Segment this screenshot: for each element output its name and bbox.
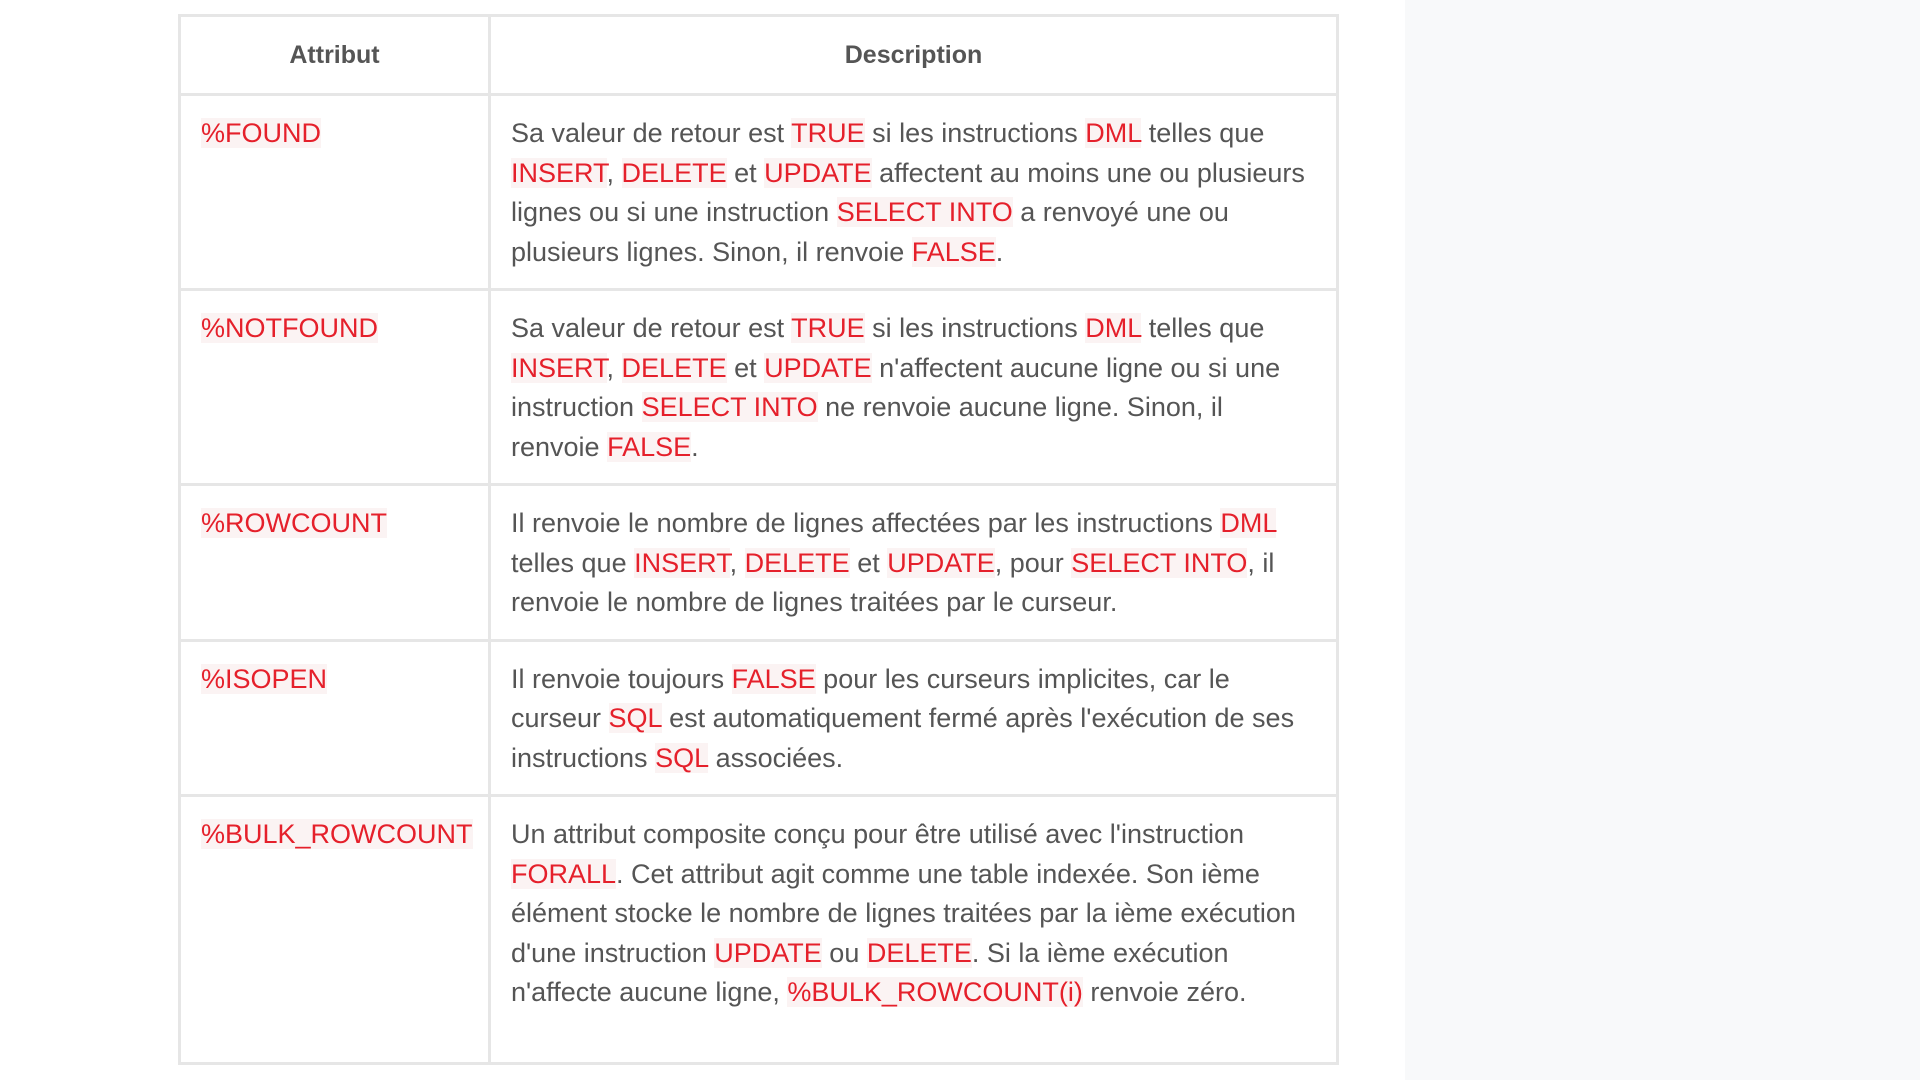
- attribute-name: %ISOPEN: [201, 663, 328, 694]
- attribute-cell: [180, 640, 490, 796]
- description-cell: [490, 796, 1338, 1064]
- description-fragment: ,: [729, 547, 745, 578]
- code-keyword: SELECT INTO: [836, 197, 1013, 227]
- attribute-name: %BULK_ROWCOUNT: [201, 819, 473, 849]
- description-text: [511, 660, 1306, 779]
- description-fragment: . Si la ième exécution n'affecte aucune ligne,: [511, 937, 1229, 1007]
- description-cell: [490, 640, 1338, 796]
- code-keyword: UPDATE: [764, 157, 872, 188]
- code-keyword: DELETE: [621, 352, 727, 383]
- description-fragment: Sa valeur de retour est: [511, 118, 792, 148]
- description-fragment: .: [995, 236, 1004, 267]
- code-keyword: UPDATE: [764, 352, 872, 383]
- code-keyword: SQL: [608, 703, 662, 733]
- attribute-name: %NOTFOUND: [201, 313, 378, 343]
- description-fragment: Il renvoie le nombre de lignes affectées par les instructions: [511, 508, 1221, 538]
- code-keyword: DELETE: [621, 157, 727, 188]
- description-fragment: et: [849, 547, 888, 578]
- description-fragment: ou: [821, 937, 867, 968]
- description-fragment: et: [726, 352, 765, 383]
- code-keyword: INSERT: [634, 547, 730, 578]
- description-fragment: renvoie zéro.: [1082, 977, 1247, 1007]
- table-row: [180, 290, 1338, 485]
- description-cell: [490, 485, 1338, 641]
- description-fragment: est automatiquement fermé après l'exécution de ses instructions: [511, 703, 1295, 773]
- description-fragment: , il renvoie le nombre de lignes traitées par le curseur.: [511, 547, 1275, 617]
- code-keyword: TRUE: [791, 118, 865, 148]
- right-side-panel: [1405, 0, 1920, 1080]
- attribute-cell: [180, 485, 490, 641]
- description-fragment: . Cet attribut agit comme une table indexée. Son ième élément stocke le nombre de lignes traitées par la ième exécution d'une instruction: [511, 858, 1296, 968]
- code-keyword: FORALL: [511, 858, 617, 889]
- description-fragment: ,: [606, 157, 622, 188]
- code-keyword: %BULK_ROWCOUNT(i): [787, 977, 1083, 1007]
- description-cell: [490, 290, 1338, 485]
- code-keyword: UPDATE: [887, 547, 995, 578]
- description-fragment: Il renvoie toujours: [511, 663, 732, 694]
- code-keyword: TRUE: [791, 313, 865, 343]
- code-keyword: DML: [1220, 508, 1277, 538]
- code-keyword: DELETE: [744, 547, 850, 578]
- description-fragment: a renvoyé une ou plusieurs lignes. Sinon, il renvoie: [511, 197, 1229, 267]
- attribute-name: %FOUND: [201, 118, 321, 148]
- code-keyword: INSERT: [511, 157, 607, 188]
- description-fragment: .: [691, 431, 699, 462]
- description-text: [511, 114, 1306, 272]
- header-attribute: Attribut: [180, 16, 490, 95]
- header-description: Description: [490, 16, 1338, 95]
- code-keyword: DELETE: [866, 937, 972, 968]
- code-keyword: UPDATE: [714, 937, 822, 968]
- code-keyword: DML: [1085, 118, 1142, 148]
- description-fragment: pour les curseurs implicites, car le curseur: [511, 663, 1230, 733]
- description-fragment: n'affectent aucune ligne ou si une instruction: [511, 352, 1281, 422]
- description-fragment: et: [726, 157, 765, 188]
- description-fragment: telles que: [511, 547, 635, 578]
- table-row: [180, 796, 1338, 1064]
- code-keyword: SQL: [655, 742, 709, 773]
- code-keyword: FALSE: [731, 663, 816, 694]
- description-fragment: telles que: [1141, 313, 1265, 343]
- attribute-cell: [180, 290, 490, 485]
- description-cell: [490, 95, 1338, 290]
- table-header-row: [180, 16, 1338, 95]
- code-keyword: INSERT: [511, 352, 607, 383]
- cursor-attributes-table: [178, 14, 1339, 1065]
- description-fragment: associées.: [708, 742, 844, 773]
- description-text: [511, 815, 1306, 1013]
- description-fragment: si les instructions: [864, 313, 1086, 343]
- attribute-cell: [180, 796, 490, 1064]
- description-fragment: Sa valeur de retour est: [511, 313, 792, 343]
- description-text: [511, 309, 1306, 467]
- code-keyword: SELECT INTO: [641, 392, 818, 422]
- description-text: [511, 504, 1306, 623]
- description-fragment: si les instructions: [864, 118, 1086, 148]
- attribute-name: %ROWCOUNT: [201, 508, 387, 538]
- table-row: [180, 95, 1338, 290]
- code-keyword: SELECT INTO: [1071, 547, 1248, 578]
- table-row: [180, 485, 1338, 641]
- code-keyword: DML: [1085, 313, 1142, 343]
- description-fragment: , pour: [994, 547, 1072, 578]
- code-keyword: FALSE: [607, 431, 692, 462]
- code-keyword: FALSE: [911, 236, 996, 267]
- attribute-cell: [180, 95, 490, 290]
- table-row: [180, 640, 1338, 796]
- description-fragment: Un attribut composite conçu pour être utilisé avec l'instruction: [511, 819, 1245, 849]
- description-fragment: affectent au moins une ou plusieurs lignes ou si une instruction: [511, 157, 1305, 227]
- description-fragment: ,: [606, 352, 622, 383]
- description-fragment: telles que: [1141, 118, 1265, 148]
- description-fragment: ne renvoie aucune ligne. Sinon, il renvoie: [511, 392, 1223, 462]
